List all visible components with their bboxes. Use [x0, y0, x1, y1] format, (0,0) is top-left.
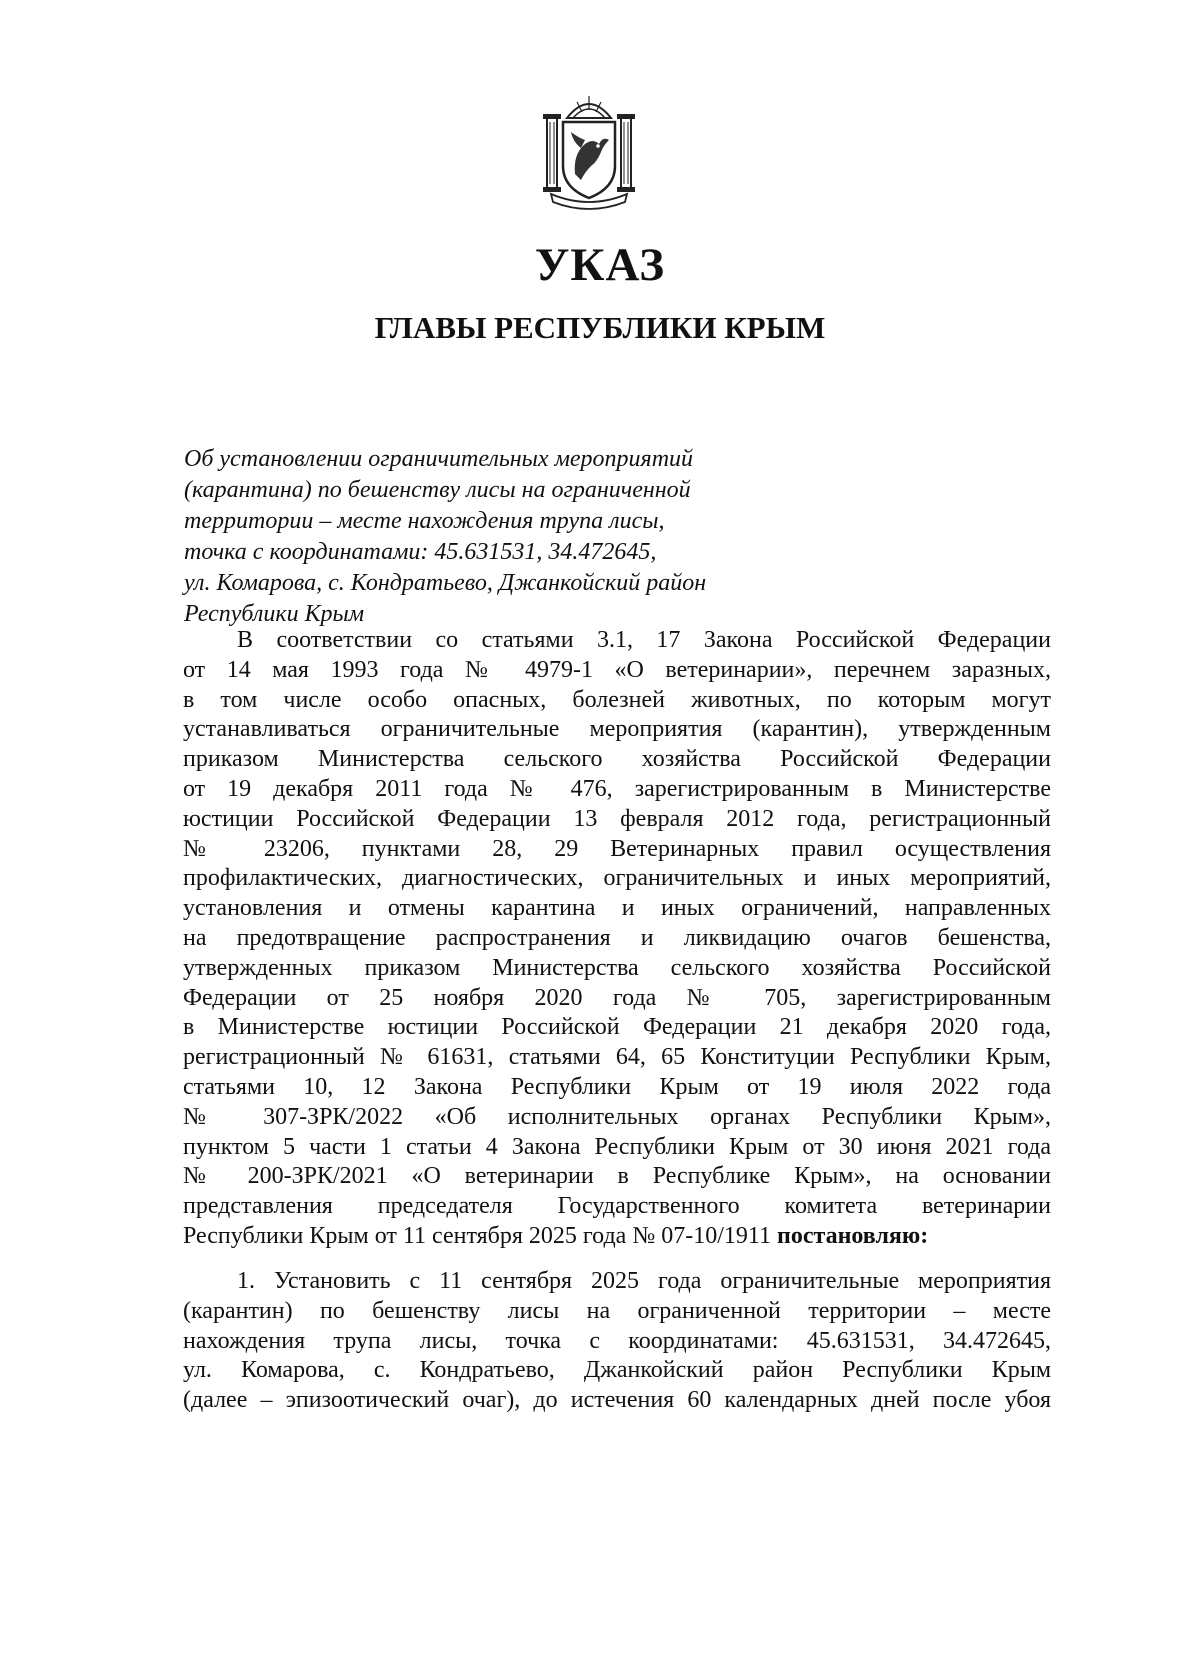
- preamble-line: № 307-ЗРК/2022 «Об исполнительных органах Республики Крым»,: [183, 1103, 1051, 1130]
- decree-word: постановляю:: [777, 1222, 929, 1249]
- preamble-line: приказом Министерства сельского хозяйства Российской Федерации: [183, 746, 1051, 773]
- item-1-line: ул. Комарова, с. Кондратьево, Джанкойский район Республики Крым: [183, 1357, 1051, 1384]
- preamble-line: юстиции Российской Федерации 13 февраля 2012 года, регистрационный: [183, 805, 1051, 832]
- subject-line: ул. Комарова, с. Кондратьево, Джанкойский район: [184, 570, 707, 596]
- preamble-paragraph: [183, 626, 1051, 1252]
- item-1-line: (карантин) по бешенству лисы на ограниченной территории – месте: [183, 1297, 1051, 1324]
- preamble-line: пунктом 5 части 1 статьи 4 Закона Республики Крым от 30 июня 2021 года: [183, 1133, 1051, 1160]
- preamble-line: В соответствии со статьями 3.1, 17 Закона Российской Федерации: [237, 627, 1051, 653]
- preamble-line: утвержденных приказом Министерства сельского хозяйства Российской: [183, 954, 1051, 981]
- preamble-line: Федерации от 25 ноября 2020 года № 705, зарегистрированным: [183, 984, 1051, 1011]
- preamble-line: представления председателя Государственного комитета ветеринарии: [183, 1193, 1051, 1220]
- item-1-line: нахождения трупа лисы, точка с координатами: 45.631531, 34.472645,: [183, 1327, 1051, 1354]
- preamble-line: № 23206, пунктами 28, 29 Ветеринарных правил осуществления: [183, 835, 1051, 862]
- item-1-line: 1. Установить с 11 сентября 2025 года ограничительные мероприятия: [237, 1268, 1051, 1294]
- preamble-line: профилактических, диагностических, ограничительных и иных мероприятий,: [183, 865, 1051, 892]
- preamble-line: от 14 мая 1993 года № 4979-1 «О ветеринарии», перечнем заразных,: [183, 656, 1051, 683]
- preamble-line: от 19 декабря 2011 года № 476, зарегистрированным в Министерстве: [183, 775, 1051, 802]
- preamble-line: установления и отмены карантина и иных ограничений, направленных: [183, 895, 1051, 922]
- document-title: УКАЗ: [534, 239, 666, 291]
- preamble-line: № 200-ЗРК/2021 «О ветеринарии в Республике Крым», на основании: [183, 1163, 1051, 1190]
- preamble-line: на предотвращение распространения и ликвидацию очагов бешенства,: [183, 924, 1051, 951]
- subject-line: Республики Крым: [184, 601, 365, 627]
- decree-subject: [184, 444, 824, 630]
- item-1-line: (далее – эпизоотический очаг), до истечения 60 календарных дней после убоя: [183, 1387, 1051, 1414]
- preamble-line: устанавливаться ограничительные мероприятия (карантин), утвержденным: [183, 716, 1051, 743]
- preamble-last-line: [183, 1222, 1051, 1252]
- subject-line: точка с координатами: 45.631531, 34.472645,: [184, 539, 657, 565]
- subject-line: (карантина) по бешенству лисы на ограниченной: [184, 477, 691, 503]
- item-1-paragraph: [183, 1267, 1051, 1416]
- preamble-line-text: Республики Крым от 11 сентября 2025 года № 07-10/1911: [183, 1222, 777, 1249]
- preamble-line: в Министерстве юстиции Российской Федерации 21 декабря 2020 года,: [183, 1014, 1051, 1041]
- preamble-line: регистрационный № 61631, статьями 64, 65 Конституции Республики Крым,: [183, 1044, 1051, 1071]
- preamble-line: статьями 10, 12 Закона Республики Крым от 19 июля 2022 года: [183, 1073, 1051, 1100]
- document-subtitle: ГЛАВЫ РЕСПУБЛИКИ КРЫМ: [374, 310, 826, 345]
- subject-line: Об установлении ограничительных мероприятий: [184, 446, 694, 472]
- preamble-line: в том числе особо опасных, болезней животных, по которым могут: [183, 686, 1051, 713]
- crimea-coat-of-arms-icon: [537, 88, 641, 212]
- subject-line: территории – месте нахождения трупа лисы,: [184, 508, 665, 534]
